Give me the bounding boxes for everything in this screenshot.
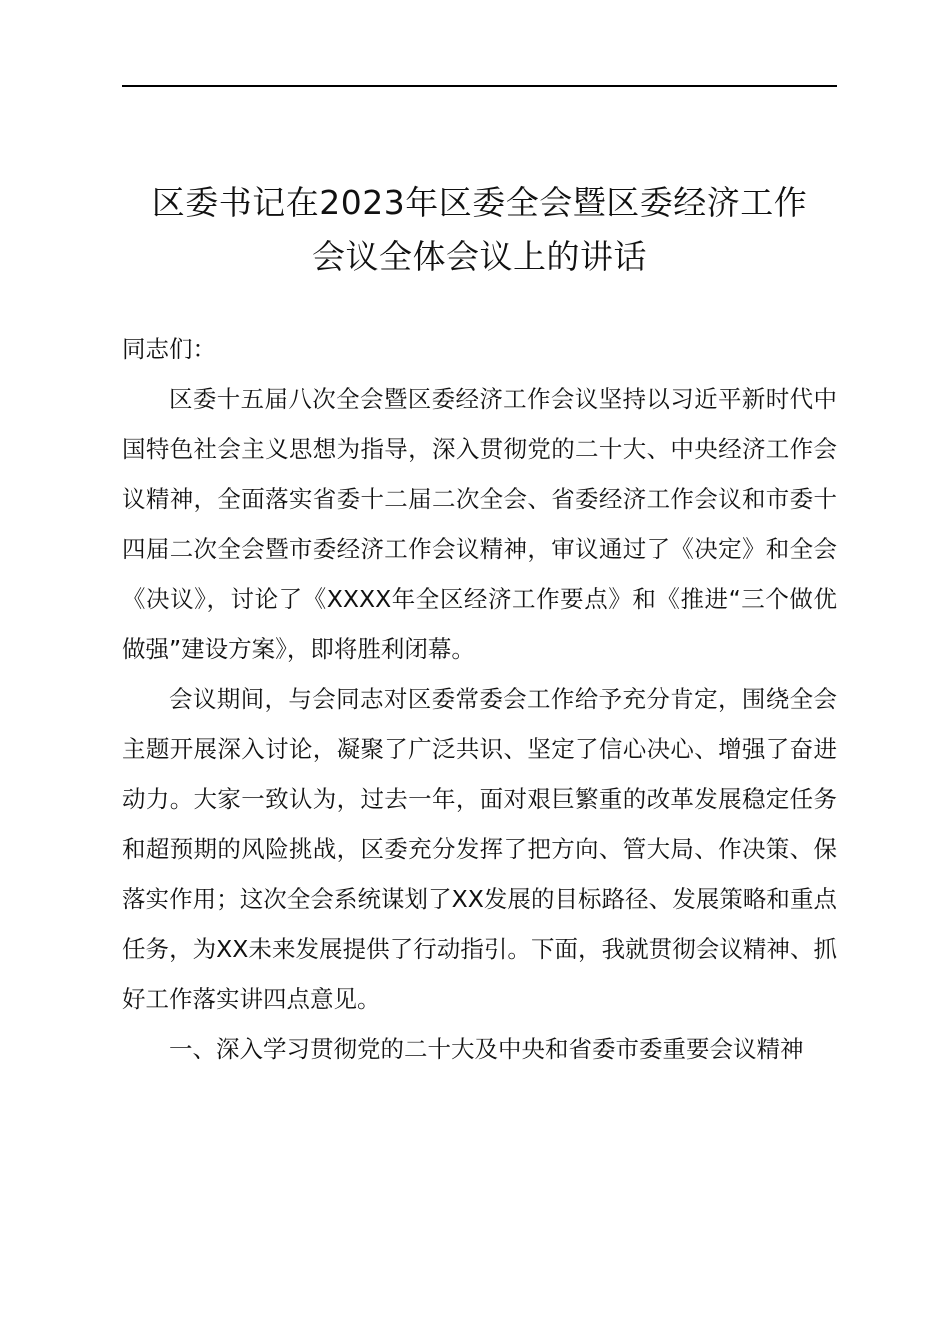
header-rule (122, 85, 837, 87)
title-line-1: 区委书记在2023年区委全会暨区委经济工作 (151, 183, 808, 222)
title-line-2: 会议全体会议上的讲话 (312, 237, 647, 276)
document-body (122, 324, 837, 1074)
section-heading-1: 一、深入学习贯彻党的二十大及中央和省委市委重要会议精神 (169, 1035, 804, 1063)
paragraph-2: 会议期间，与会同志对区委常委会工作给予充分肯定，围绕全会主题开展深入讨论，凝聚了广泛共识、坚定了信心决心、增强了奋进动力。大家一致认为，过去一年，面对艰巨繁重的改革发展稳定任务和超预期的风险挑战，区委充分发挥了把方向、管大局、作决策、保落实作用；这次全会系统谋划了XX发展的目标路径、发展策略和重点任务，为XX未来发展提供了行动指引。下面，我就贯彻会议精神、抓好工作落实讲四点意见。 (122, 685, 837, 1013)
paragraph-1: 区委十五届八次全会暨区委经济工作会议坚持以习近平新时代中国特色社会主义思想为指导，深入贯彻党的二十大、中央经济工作会议精神，全面落实省委十二届二次全会、省委经济工作会议和市委十四届二次全会暨市委经济工作会议精神，审议通过了《决定》和全会《决议》，讨论了《XXXX年全区经济工作要点》和《推进“三个做优做强”建设方案》，即将胜利闭幕。 (122, 385, 837, 663)
document-title (122, 176, 837, 284)
salutation: 同志们： (122, 335, 216, 363)
